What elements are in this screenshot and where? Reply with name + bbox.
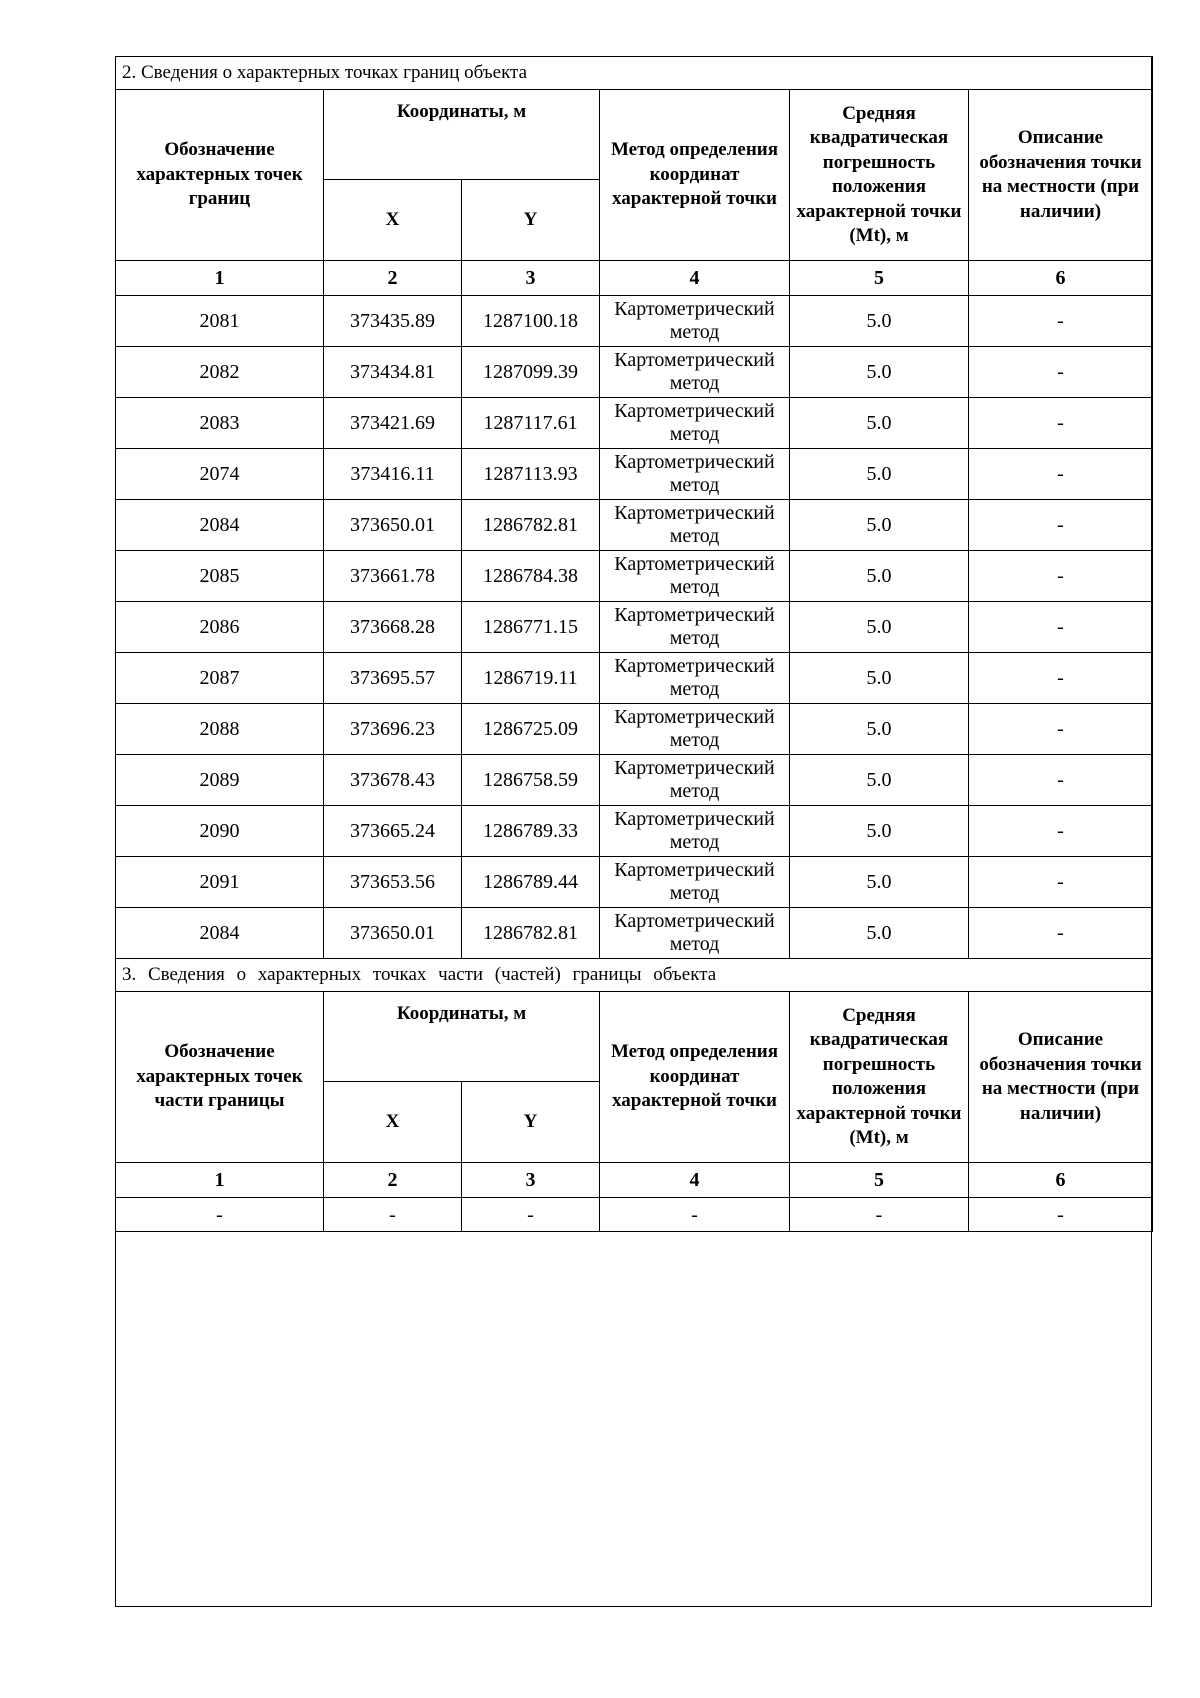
cell-point: 2084 (116, 500, 324, 551)
section3-header-row (116, 992, 1153, 1082)
header-error: Средняя квадратическая погрешность положения характерной точки (Mt), м (790, 992, 969, 1163)
header-x: X (324, 180, 462, 261)
cell-x: 373421.69 (324, 398, 462, 449)
table-row (116, 755, 1153, 806)
table-row (116, 449, 1153, 500)
cell-error: 5.0 (790, 653, 969, 704)
cell-x: 373661.78 (324, 551, 462, 602)
column-number: 4 (600, 1163, 790, 1198)
table-row (116, 806, 1153, 857)
cell-y: 1286782.81 (462, 908, 600, 959)
cell-x: 373650.01 (324, 500, 462, 551)
section2-title-row (116, 57, 1153, 90)
cell-x: 373665.24 (324, 806, 462, 857)
header-designation: Обозначение характерных точек части границы (116, 992, 324, 1163)
cell-error: 5.0 (790, 398, 969, 449)
cell-point: 2084 (116, 908, 324, 959)
table-row (116, 1198, 1153, 1232)
table-row (116, 347, 1153, 398)
column-number: 2 (324, 261, 462, 296)
cell-x: - (324, 1198, 462, 1232)
cell-point: - (116, 1198, 324, 1232)
cell-y: 1286789.33 (462, 806, 600, 857)
cell-method: Картометрический метод (600, 755, 790, 806)
cell-error: 5.0 (790, 551, 969, 602)
header-coordinates: Координаты, м (324, 992, 600, 1082)
column-number: 1 (116, 1163, 324, 1198)
cell-method: Картометрический метод (600, 908, 790, 959)
cell-method: Картометрический метод (600, 602, 790, 653)
cell-error: 5.0 (790, 806, 969, 857)
header-method: Метод определения координат характерной точки (600, 90, 790, 261)
cell-x: 373653.56 (324, 857, 462, 908)
section2-title: 2. Сведения о характерных точках границ объекта (116, 57, 1153, 90)
cell-description: - (969, 1198, 1153, 1232)
cell-method: Картометрический метод (600, 398, 790, 449)
column-number: 6 (969, 261, 1153, 296)
cell-y: 1286784.38 (462, 551, 600, 602)
cell-x: 373678.43 (324, 755, 462, 806)
header-y: Y (462, 180, 600, 261)
section2-header-row (116, 90, 1153, 180)
cell-point: 2087 (116, 653, 324, 704)
cell-error: 5.0 (790, 500, 969, 551)
cell-error: 5.0 (790, 449, 969, 500)
column-number: 2 (324, 1163, 462, 1198)
cell-error: 5.0 (790, 602, 969, 653)
column-number: 6 (969, 1163, 1153, 1198)
header-y: Y (462, 1082, 600, 1163)
cell-x: 373696.23 (324, 704, 462, 755)
cell-error: 5.0 (790, 347, 969, 398)
cell-method: Картометрический метод (600, 806, 790, 857)
cell-description: - (969, 296, 1153, 347)
cell-description: - (969, 449, 1153, 500)
cell-error: 5.0 (790, 755, 969, 806)
cell-y: - (462, 1198, 600, 1232)
cell-description: - (969, 908, 1153, 959)
cell-error: 5.0 (790, 704, 969, 755)
cell-point: 2082 (116, 347, 324, 398)
cell-description: - (969, 806, 1153, 857)
cell-y: 1287113.93 (462, 449, 600, 500)
cell-point: 2089 (116, 755, 324, 806)
header-designation: Обозначение характерных точек границ (116, 90, 324, 261)
cell-description: - (969, 857, 1153, 908)
header-error: Средняя квадратическая погрешность положения характерной точки (Mt), м (790, 90, 969, 261)
cell-method: Картометрический метод (600, 551, 790, 602)
column-number: 5 (790, 261, 969, 296)
cell-method: Картометрический метод (600, 500, 790, 551)
cell-description: - (969, 347, 1153, 398)
section3-title: 3. Сведения о характерных точках части (частей) границы объекта (116, 959, 1153, 992)
cell-description: - (969, 500, 1153, 551)
cell-method: - (600, 1198, 790, 1232)
column-number: 3 (462, 261, 600, 296)
cell-x: 373416.11 (324, 449, 462, 500)
cell-point: 2088 (116, 704, 324, 755)
cell-y: 1286789.44 (462, 857, 600, 908)
cell-method: Картометрический метод (600, 857, 790, 908)
header-description: Описание обозначения точки на местности (при наличии) (969, 992, 1153, 1163)
cell-point: 2074 (116, 449, 324, 500)
cell-description: - (969, 398, 1153, 449)
cell-x: 373668.28 (324, 602, 462, 653)
table-row (116, 398, 1153, 449)
cell-point: 2090 (116, 806, 324, 857)
header-x: X (324, 1082, 462, 1163)
cell-x: 373650.01 (324, 908, 462, 959)
cell-method: Картометрический метод (600, 347, 790, 398)
cell-point: 2083 (116, 398, 324, 449)
cell-description: - (969, 653, 1153, 704)
cell-error: 5.0 (790, 908, 969, 959)
cell-y: 1286782.81 (462, 500, 600, 551)
table-row (116, 653, 1153, 704)
cell-y: 1286771.15 (462, 602, 600, 653)
document-frame (115, 56, 1152, 1607)
table-row (116, 296, 1153, 347)
cell-description: - (969, 755, 1153, 806)
cell-method: Картометрический метод (600, 704, 790, 755)
cell-method: Картометрический метод (600, 296, 790, 347)
cell-y: 1287099.39 (462, 347, 600, 398)
cell-y: 1286758.59 (462, 755, 600, 806)
header-description: Описание обозначения точки на местности (при наличии) (969, 90, 1153, 261)
table-row (116, 500, 1153, 551)
coordinates-table (115, 56, 1153, 1232)
cell-method: Картометрический метод (600, 449, 790, 500)
column-number: 4 (600, 261, 790, 296)
table-row (116, 551, 1153, 602)
cell-description: - (969, 602, 1153, 653)
cell-x: 373434.81 (324, 347, 462, 398)
column-number: 5 (790, 1163, 969, 1198)
cell-description: - (969, 551, 1153, 602)
cell-error: - (790, 1198, 969, 1232)
table-row (116, 857, 1153, 908)
cell-point: 2085 (116, 551, 324, 602)
section2-column-numbers (116, 261, 1153, 296)
cell-y: 1286725.09 (462, 704, 600, 755)
cell-point: 2081 (116, 296, 324, 347)
cell-y: 1286719.11 (462, 653, 600, 704)
section3-title-row (116, 959, 1153, 992)
column-number: 3 (462, 1163, 600, 1198)
header-method: Метод определения координат характерной точки (600, 992, 790, 1163)
cell-point: 2091 (116, 857, 324, 908)
cell-y: 1287100.18 (462, 296, 600, 347)
table-row (116, 908, 1153, 959)
header-coordinates: Координаты, м (324, 90, 600, 180)
section3-column-numbers (116, 1163, 1153, 1198)
cell-x: 373435.89 (324, 296, 462, 347)
cell-method: Картометрический метод (600, 653, 790, 704)
cell-y: 1287117.61 (462, 398, 600, 449)
cell-description: - (969, 704, 1153, 755)
cell-error: 5.0 (790, 296, 969, 347)
cell-point: 2086 (116, 602, 324, 653)
cell-x: 373695.57 (324, 653, 462, 704)
column-number: 1 (116, 261, 324, 296)
table-row (116, 602, 1153, 653)
table-row (116, 704, 1153, 755)
cell-error: 5.0 (790, 857, 969, 908)
